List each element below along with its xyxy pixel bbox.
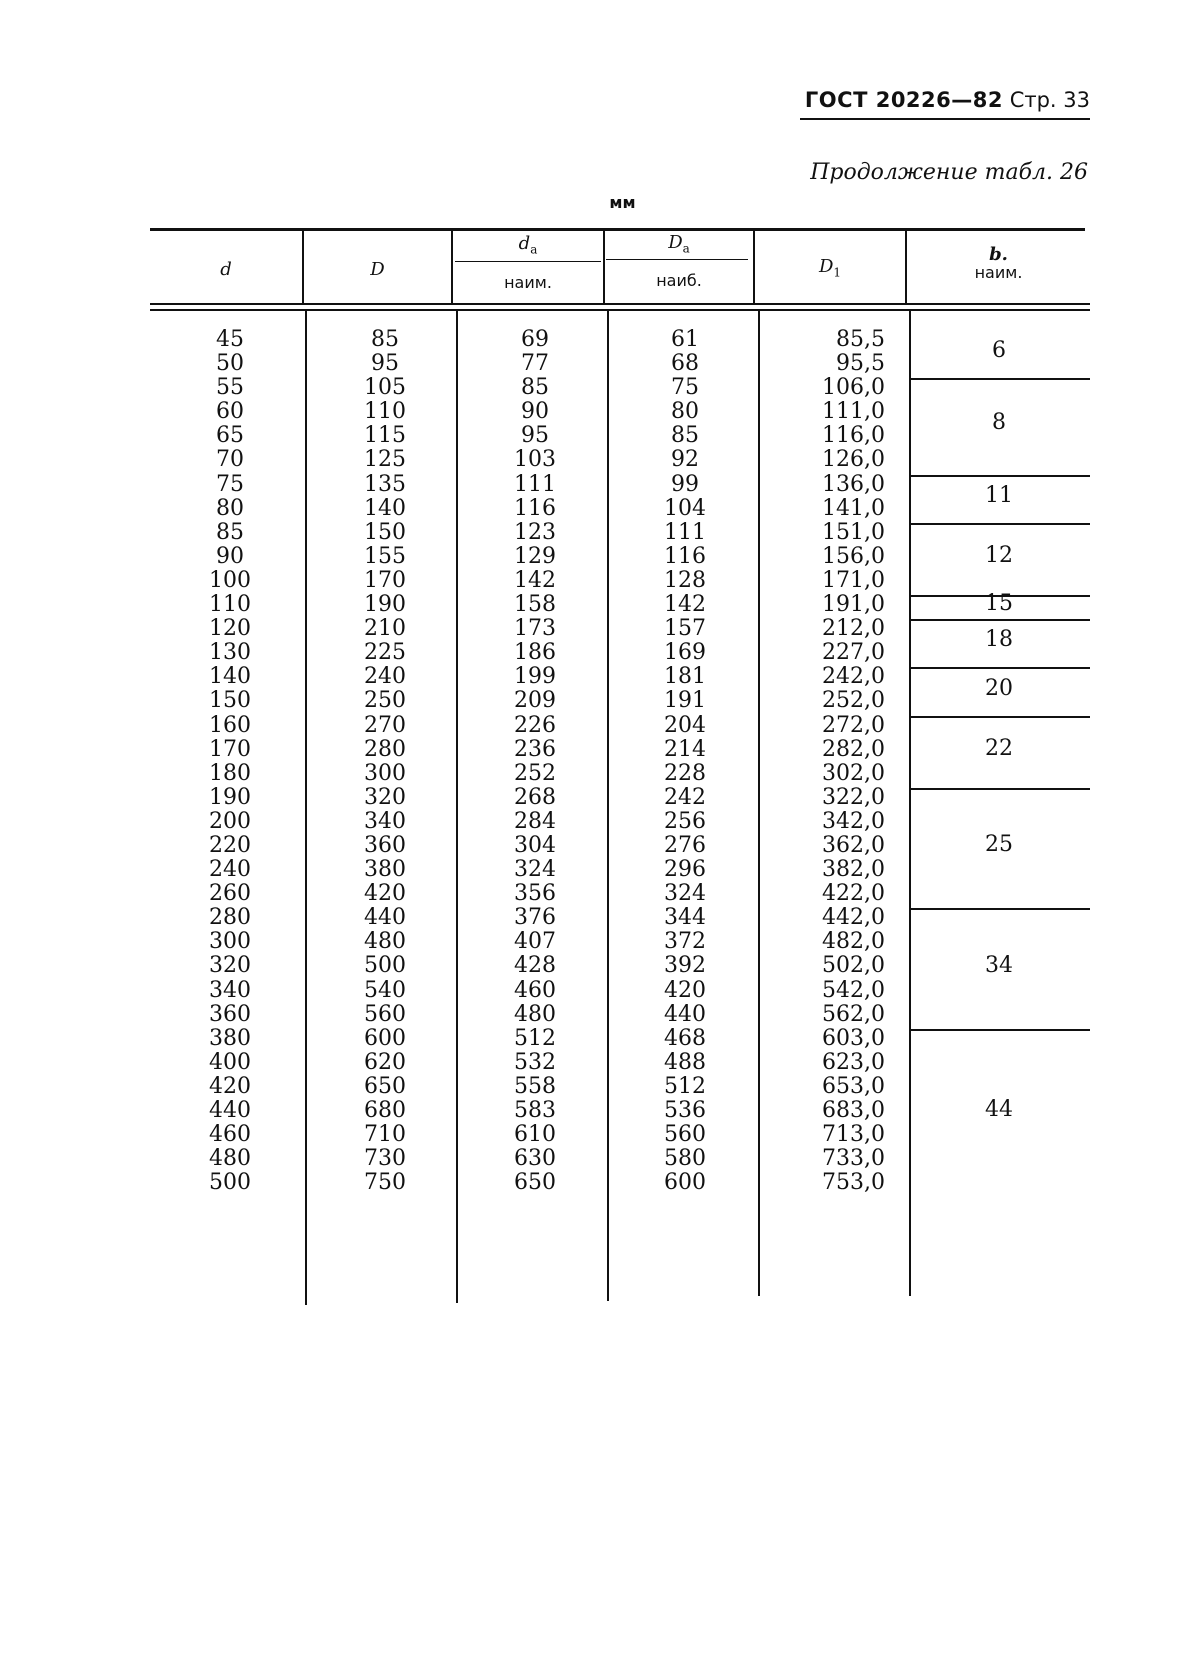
cell-D1: 116,0 — [822, 423, 885, 449]
cell-D: 480 — [364, 929, 406, 955]
cell-D1: 85,5 — [836, 327, 885, 352]
cell-D1: 733,0 — [822, 1146, 885, 1172]
cell-d: 400 — [209, 1049, 251, 1075]
cell-Da: 142 — [664, 592, 706, 618]
cell-D: 620 — [364, 1049, 406, 1075]
cell-D: 600 — [364, 1025, 406, 1051]
cell-b: 11 — [985, 482, 1013, 508]
b-group-separator — [910, 475, 1090, 477]
cell-d: 55 — [216, 375, 244, 401]
cell-d: 190 — [209, 784, 251, 810]
Da-subheader-rule — [606, 259, 748, 260]
cell-D1: 111,0 — [822, 399, 885, 425]
cell-D: 380 — [364, 857, 406, 883]
cell-b: 44 — [985, 1097, 1013, 1123]
cell-D: 710 — [364, 1122, 406, 1148]
cell-D1: 282,0 — [822, 736, 885, 762]
cell-D: 750 — [364, 1170, 406, 1196]
cell-D1: 713,0 — [822, 1122, 885, 1148]
cell-da: 111 — [514, 471, 556, 497]
cell-Da: 468 — [664, 1025, 706, 1051]
cell-D: 560 — [364, 1001, 406, 1027]
cell-da: 95 — [521, 423, 549, 449]
cell-Da: 104 — [664, 495, 706, 521]
cell-Da: 296 — [664, 857, 706, 883]
cell-Da: 420 — [664, 977, 706, 1003]
cell-d: 120 — [209, 616, 251, 642]
cell-d: 80 — [216, 495, 244, 521]
table-continuation-label: Продолжение табл. 26 — [810, 160, 1088, 185]
cell-D1: 171,0 — [822, 567, 885, 593]
column-d-values — [180, 328, 280, 1195]
cell-D: 680 — [364, 1098, 406, 1123]
cell-Da: 80 — [671, 399, 699, 425]
cell-da: 558 — [514, 1073, 556, 1099]
b-group-separator — [910, 788, 1090, 790]
cell-D1: 422,0 — [822, 881, 885, 907]
cell-Da: 580 — [664, 1146, 706, 1172]
header-b: b. — [989, 244, 1008, 265]
cell-da: 173 — [514, 616, 556, 642]
header-bottom-rule-1 — [150, 303, 1090, 305]
cell-d: 140 — [209, 664, 251, 690]
cell-D: 250 — [364, 688, 406, 714]
cell-d: 340 — [209, 977, 251, 1003]
cell-da: 650 — [514, 1170, 556, 1196]
cell-b: 12 — [985, 542, 1013, 568]
cell-d: 240 — [209, 857, 251, 883]
cell-Da: 536 — [664, 1098, 706, 1123]
cell-da: 116 — [514, 495, 556, 521]
cell-Da: 204 — [664, 712, 706, 738]
cell-D1: 442,0 — [822, 905, 885, 931]
cell-Da: 344 — [664, 905, 706, 931]
cell-D1: 151,0 — [822, 519, 885, 545]
cell-da: 376 — [514, 905, 556, 931]
cell-d: 300 — [209, 929, 251, 955]
page-header — [800, 88, 1090, 120]
cell-D: 155 — [364, 543, 406, 569]
cell-D1: 95,5 — [836, 351, 885, 377]
cell-Da: 191 — [664, 688, 706, 714]
cell-da: 129 — [514, 543, 556, 569]
cell-Da: 392 — [664, 953, 706, 979]
cell-d: 85 — [216, 519, 244, 545]
cell-d: 50 — [216, 351, 244, 377]
cell-d: 280 — [209, 905, 251, 931]
column-D1-values — [785, 328, 885, 1195]
cell-D: 280 — [364, 736, 406, 762]
cell-b: 8 — [992, 410, 1006, 436]
header-b-note: наим. — [974, 263, 1023, 282]
header-bottom-rule-2 — [150, 309, 1090, 311]
cell-da: 142 — [514, 567, 556, 593]
cell-da: 630 — [514, 1146, 556, 1172]
cell-Da: 256 — [664, 808, 706, 834]
cell-Da: 242 — [664, 784, 706, 810]
cell-d: 110 — [209, 592, 251, 618]
cell-da: 236 — [514, 736, 556, 762]
cell-Da: 600 — [664, 1170, 706, 1196]
cell-d: 500 — [209, 1170, 251, 1196]
header-D1: $D_1$ — [818, 256, 842, 280]
cell-D: 270 — [364, 712, 406, 738]
cell-Da: 61 — [671, 327, 699, 352]
cell-Da: 512 — [664, 1073, 706, 1099]
cell-Da: 116 — [664, 543, 706, 569]
page-number: Стр. 33 — [1009, 88, 1090, 112]
b-group-separator — [910, 619, 1090, 621]
cell-D1: 502,0 — [822, 953, 885, 979]
cell-d: 130 — [209, 640, 251, 666]
cell-D: 135 — [364, 471, 406, 497]
cell-da: 85 — [521, 375, 549, 401]
cell-d: 90 — [216, 543, 244, 569]
cell-d: 150 — [209, 688, 251, 714]
column-divider — [456, 311, 458, 1303]
cell-da: 512 — [514, 1025, 556, 1051]
cell-D: 340 — [364, 808, 406, 834]
cell-d: 70 — [216, 447, 244, 473]
b-group-separator — [910, 378, 1090, 380]
cell-b: 6 — [992, 338, 1006, 364]
cell-d: 320 — [209, 953, 251, 979]
header-da: $d_a$ — [518, 233, 538, 257]
cell-D: 170 — [364, 567, 406, 593]
cell-d: 220 — [209, 832, 251, 858]
cell-D: 190 — [364, 592, 406, 618]
cell-D: 650 — [364, 1073, 406, 1099]
cell-D1: 106,0 — [822, 375, 885, 401]
column-Da-values — [630, 328, 740, 1195]
cell-b: 34 — [985, 952, 1013, 978]
cell-b: 15 — [985, 591, 1013, 617]
cell-da: 186 — [514, 640, 556, 666]
header-Da: $D_a$ — [668, 232, 690, 256]
cell-D1: 272,0 — [822, 712, 885, 738]
header-da-note: наим. — [504, 273, 552, 292]
cell-D: 85 — [371, 327, 399, 352]
cell-da: 532 — [514, 1049, 556, 1075]
cell-D1: 623,0 — [822, 1049, 885, 1075]
cell-D1: 242,0 — [822, 664, 885, 690]
cell-D: 730 — [364, 1146, 406, 1172]
cell-d: 45 — [216, 327, 244, 352]
cell-da: 69 — [521, 327, 549, 352]
cell-Da: 228 — [664, 760, 706, 786]
cell-Da: 85 — [671, 423, 699, 449]
cell-D: 105 — [364, 375, 406, 401]
cell-D1: 212,0 — [822, 616, 885, 642]
cell-da: 610 — [514, 1122, 556, 1148]
cell-Da: 111 — [664, 519, 706, 545]
cell-D: 115 — [364, 423, 406, 449]
cell-D: 420 — [364, 881, 406, 907]
cell-da: 103 — [514, 447, 556, 473]
cell-da: 480 — [514, 1001, 556, 1027]
cell-da: 428 — [514, 953, 556, 979]
cell-Da: 157 — [664, 616, 706, 642]
cell-D1: 156,0 — [822, 543, 885, 569]
cell-d: 480 — [209, 1146, 251, 1172]
da-subheader-rule — [455, 261, 601, 262]
header-D: D — [370, 259, 385, 280]
column-divider — [607, 311, 609, 1301]
cell-D1: 542,0 — [822, 977, 885, 1003]
cell-d: 75 — [216, 471, 244, 497]
cell-D1: 482,0 — [822, 929, 885, 955]
cell-Da: 324 — [664, 881, 706, 907]
cell-D1: 362,0 — [822, 832, 885, 858]
b-group-separator — [910, 716, 1090, 718]
cell-D1: 753,0 — [822, 1170, 885, 1196]
standard-number: ГОСТ 20226—82 — [804, 88, 1003, 112]
cell-D: 210 — [364, 616, 406, 642]
cell-d: 440 — [209, 1098, 251, 1123]
cell-da: 209 — [514, 688, 556, 714]
cell-D1: 562,0 — [822, 1001, 885, 1027]
cell-D: 500 — [364, 953, 406, 979]
cell-d: 100 — [209, 567, 251, 593]
cell-D1: 141,0 — [822, 495, 885, 521]
cell-d: 260 — [209, 881, 251, 907]
cell-Da: 99 — [671, 471, 699, 497]
b-group-separator — [910, 908, 1090, 910]
cell-d: 160 — [209, 712, 251, 738]
cell-da: 324 — [514, 857, 556, 883]
cell-Da: 372 — [664, 929, 706, 955]
cell-D: 95 — [371, 351, 399, 377]
cell-da: 226 — [514, 712, 556, 738]
cell-da: 158 — [514, 592, 556, 618]
cell-D: 150 — [364, 519, 406, 545]
cell-D1: 227,0 — [822, 640, 885, 666]
cell-d: 360 — [209, 1001, 251, 1027]
cell-Da: 75 — [671, 375, 699, 401]
cell-b: 22 — [985, 735, 1013, 761]
cell-Da: 92 — [671, 447, 699, 473]
cell-Da: 560 — [664, 1122, 706, 1148]
cell-d: 65 — [216, 423, 244, 449]
cell-d: 200 — [209, 808, 251, 834]
cell-da: 407 — [514, 929, 556, 955]
cell-D: 360 — [364, 832, 406, 858]
cell-d: 460 — [209, 1122, 251, 1148]
cell-D: 440 — [364, 905, 406, 931]
cell-Da: 276 — [664, 832, 706, 858]
cell-D: 110 — [364, 399, 406, 425]
cell-da: 199 — [514, 664, 556, 690]
column-divider — [305, 311, 307, 1305]
cell-da: 583 — [514, 1098, 556, 1123]
b-group-separator — [910, 1029, 1090, 1031]
cell-da: 123 — [514, 519, 556, 545]
cell-da: 304 — [514, 832, 556, 858]
cell-D: 140 — [364, 495, 406, 521]
column-divider — [758, 311, 760, 1296]
cell-da: 356 — [514, 881, 556, 907]
cell-D1: 603,0 — [822, 1025, 885, 1051]
cell-b: 20 — [985, 675, 1013, 701]
cell-da: 284 — [514, 808, 556, 834]
b-group-separator — [910, 667, 1090, 669]
cell-D1: 342,0 — [822, 808, 885, 834]
cell-Da: 440 — [664, 1001, 706, 1027]
cell-da: 90 — [521, 399, 549, 425]
cell-Da: 128 — [664, 567, 706, 593]
cell-D: 540 — [364, 977, 406, 1003]
column-D-values — [330, 328, 440, 1195]
cell-D1: 653,0 — [822, 1073, 885, 1099]
cell-Da: 181 — [664, 664, 706, 690]
cell-Da: 169 — [664, 640, 706, 666]
cell-D: 125 — [364, 447, 406, 473]
cell-da: 460 — [514, 977, 556, 1003]
cell-D1: 252,0 — [822, 688, 885, 714]
cell-da: 252 — [514, 760, 556, 786]
cell-D: 320 — [364, 784, 406, 810]
cell-Da: 68 — [671, 351, 699, 377]
cell-b: 18 — [985, 627, 1013, 653]
cell-Da: 488 — [664, 1049, 706, 1075]
cell-D: 240 — [364, 664, 406, 690]
unit-label: мм — [609, 193, 636, 212]
cell-D1: 191,0 — [822, 592, 885, 618]
cell-D: 300 — [364, 760, 406, 786]
column-da-values — [480, 328, 590, 1195]
cell-Da: 214 — [664, 736, 706, 762]
cell-D1: 302,0 — [822, 760, 885, 786]
cell-D1: 683,0 — [822, 1098, 885, 1123]
header-d: d — [220, 259, 232, 280]
cell-d: 180 — [209, 760, 251, 786]
cell-b: 25 — [985, 832, 1013, 858]
header-Da-note: наиб. — [656, 271, 702, 290]
cell-d: 170 — [209, 736, 251, 762]
cell-D: 225 — [364, 640, 406, 666]
column-divider — [909, 311, 911, 1296]
cell-d: 420 — [209, 1073, 251, 1099]
cell-D1: 322,0 — [822, 784, 885, 810]
cell-da: 268 — [514, 784, 556, 810]
table-top-rule — [150, 228, 1085, 231]
cell-da: 77 — [521, 351, 549, 377]
cell-d: 60 — [216, 399, 244, 425]
cell-D1: 136,0 — [822, 471, 885, 497]
cell-D1: 382,0 — [822, 857, 885, 883]
cell-d: 380 — [209, 1025, 251, 1051]
cell-D1: 126,0 — [822, 447, 885, 473]
b-group-separator — [910, 523, 1090, 525]
